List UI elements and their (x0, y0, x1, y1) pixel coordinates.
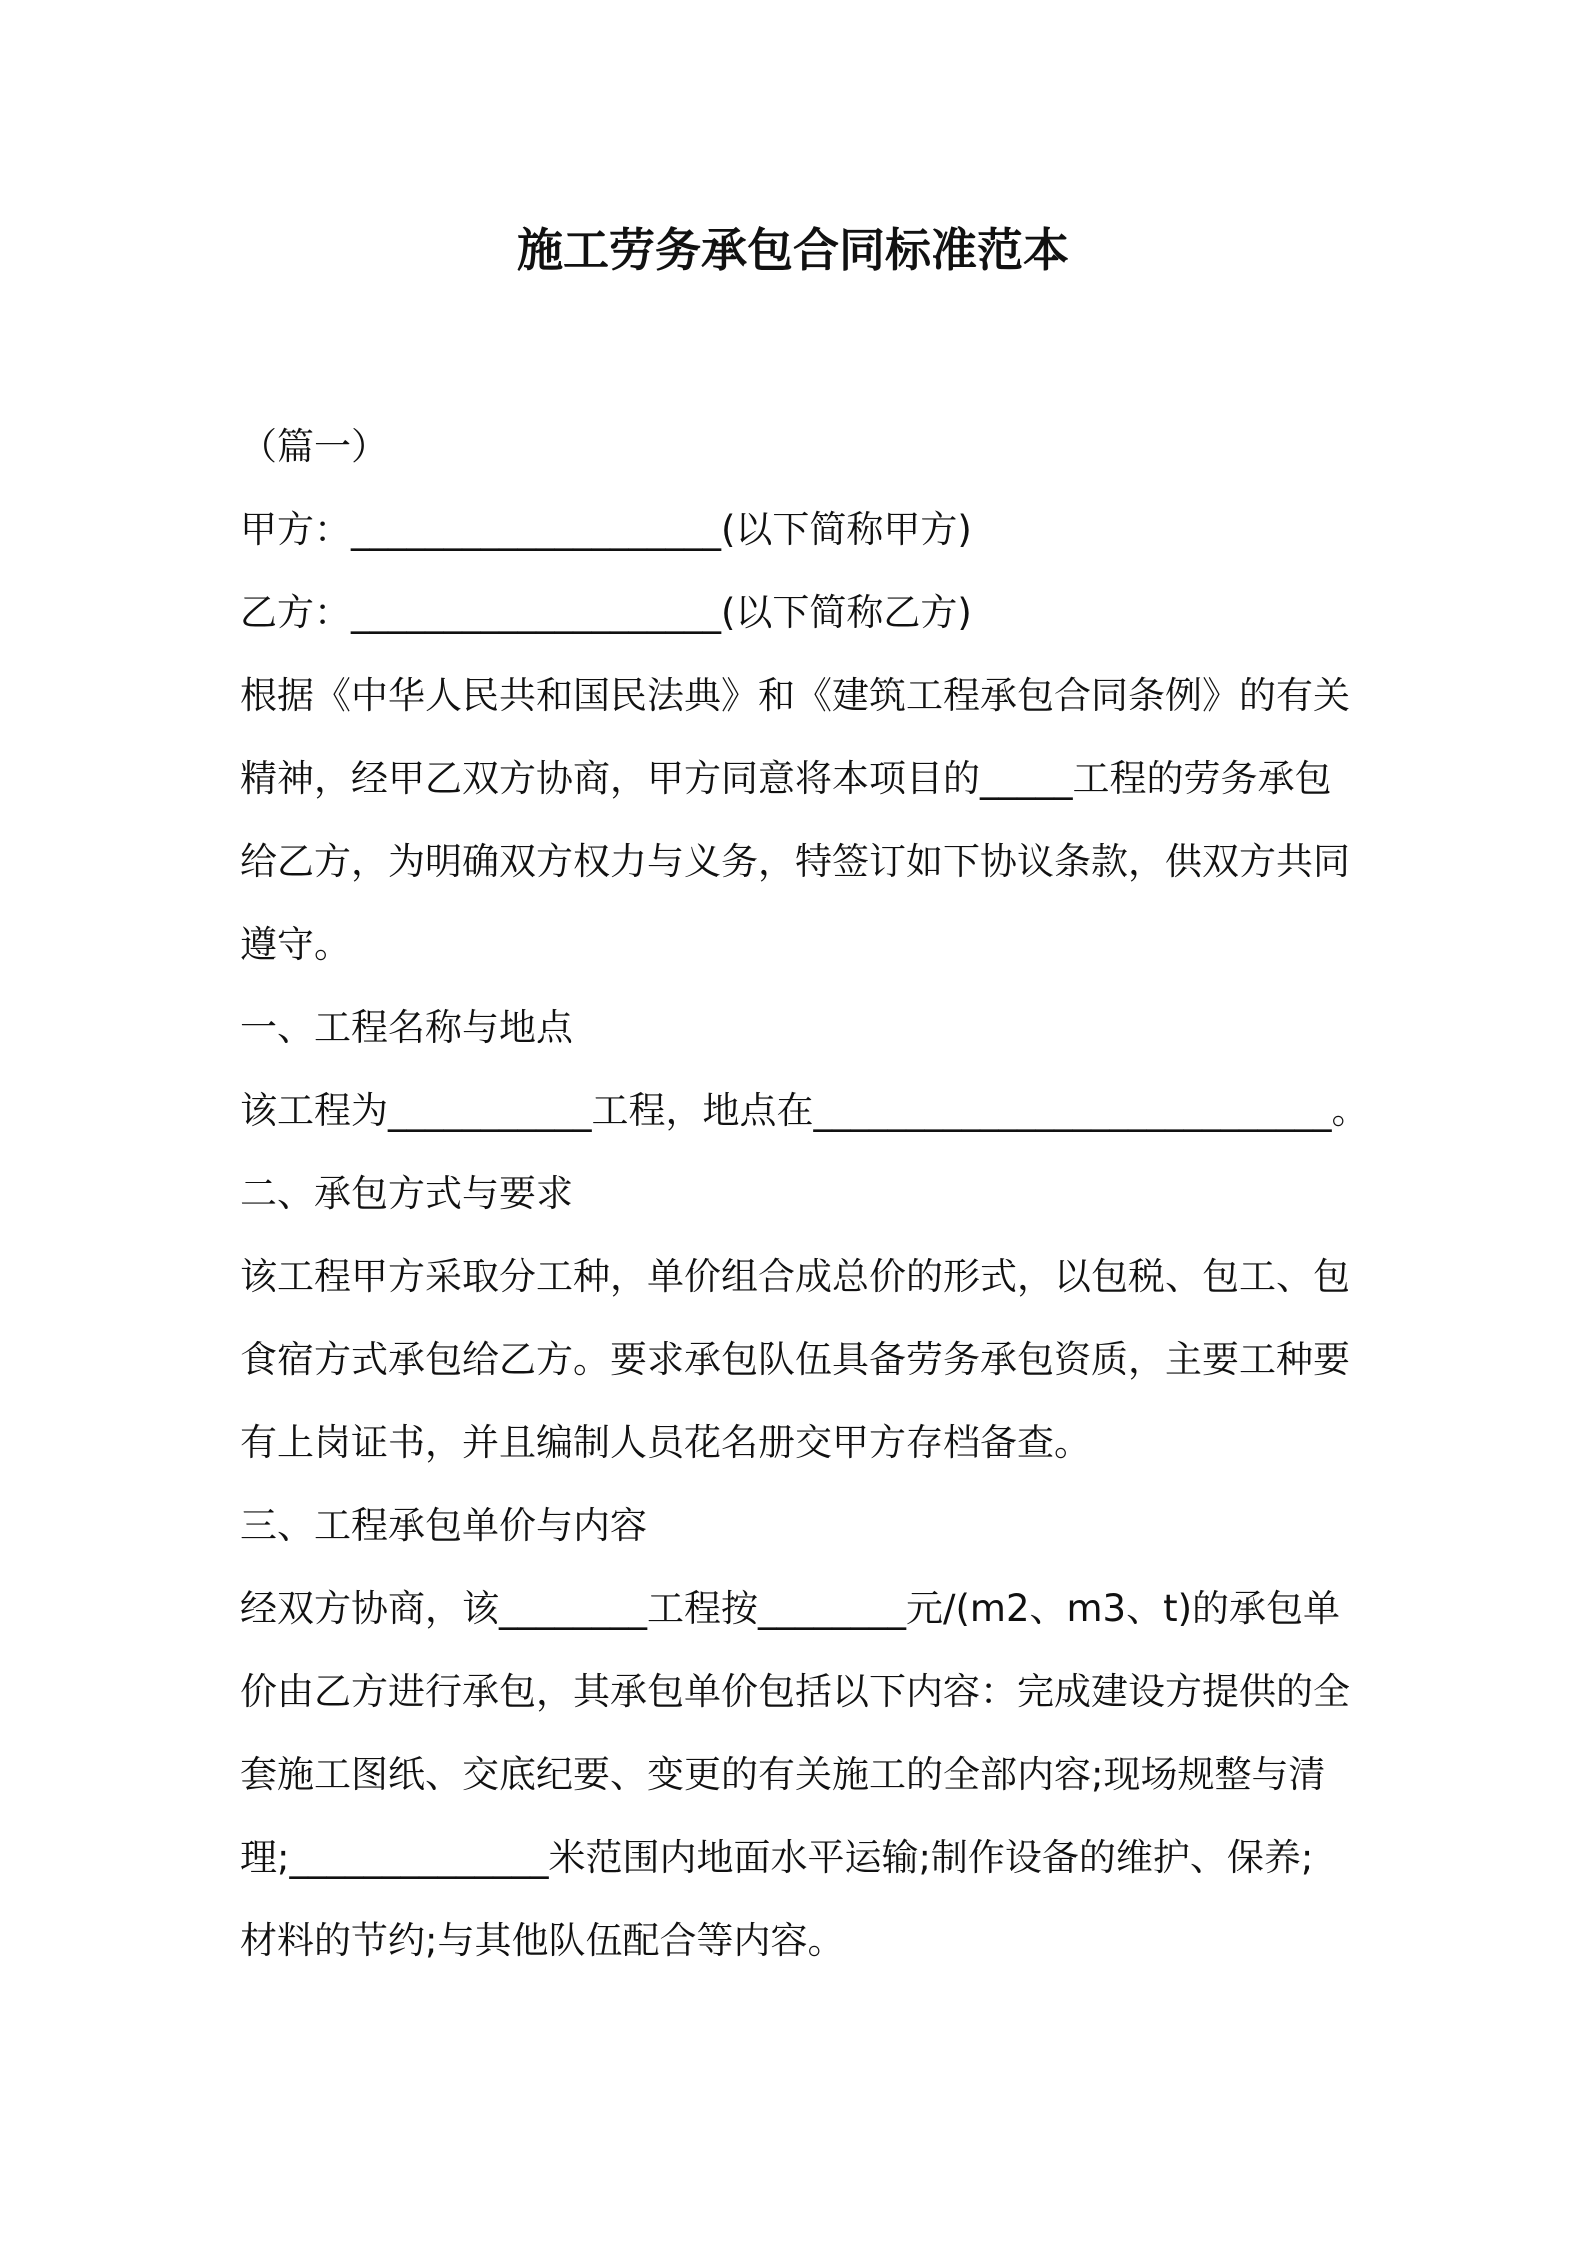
clause-text-line: 材料的节约;与其他队伍配合等内容。 (240, 1919, 845, 1962)
preamble-line: 遵守。 (240, 923, 351, 966)
preamble-line: 给乙方，为明确双方权力与义务，特签订如下协议条款，供双方共同 (240, 840, 1350, 883)
party-a-line: 甲方：____________________(以下简称甲方) (240, 508, 972, 551)
clause-heading: 一、工程名称与地点 (240, 1006, 573, 1049)
document-title: 施工劳务承包合同标准范本 (517, 223, 1069, 277)
clause-text-line: 理;______________米范围内地面水平运输;制作设备的维护、保养; (240, 1836, 1314, 1879)
clause-heading: 二、承包方式与要求 (240, 1172, 573, 1215)
clause-heading: 三、工程承包单价与内容 (240, 1504, 647, 1547)
clause-text-line: 经双方协商，该________工程按________元/(m2、m3、t)的承包单 (240, 1587, 1341, 1630)
clause-text-line: 该工程为___________工程，地点在____________________________。 (240, 1089, 1369, 1132)
preamble-line: 精神，经甲乙双方协商，甲方同意将本项目的_____工程的劳务承包 (240, 757, 1332, 800)
clause-text-line: 该工程甲方采取分工种，单价组合成总价的形式，以包税、包工、包 (240, 1255, 1350, 1298)
clause-text-line: 价由乙方进行承包，其承包单价包括以下内容：完成建设方提供的全 (240, 1670, 1350, 1713)
document-body (240, 405, 1369, 1982)
party-b-line: 乙方：____________________(以下简称乙方) (240, 591, 972, 634)
clause-text-line: 食宿方式承包给乙方。要求承包队伍具备劳务承包资质，主要工种要 (240, 1338, 1350, 1381)
clause-text-line: 套施工图纸、交底纪要、变更的有关施工的全部内容;现场规整与清 (240, 1753, 1326, 1796)
section-label: （篇一） (240, 425, 388, 468)
clause-text-line: 有上岗证书，并且编制人员花名册交甲方存档备查。 (240, 1421, 1091, 1464)
preamble-line: 根据《中华人民共和国民法典》和《建筑工程承包合同条例》的有关 (240, 674, 1350, 717)
